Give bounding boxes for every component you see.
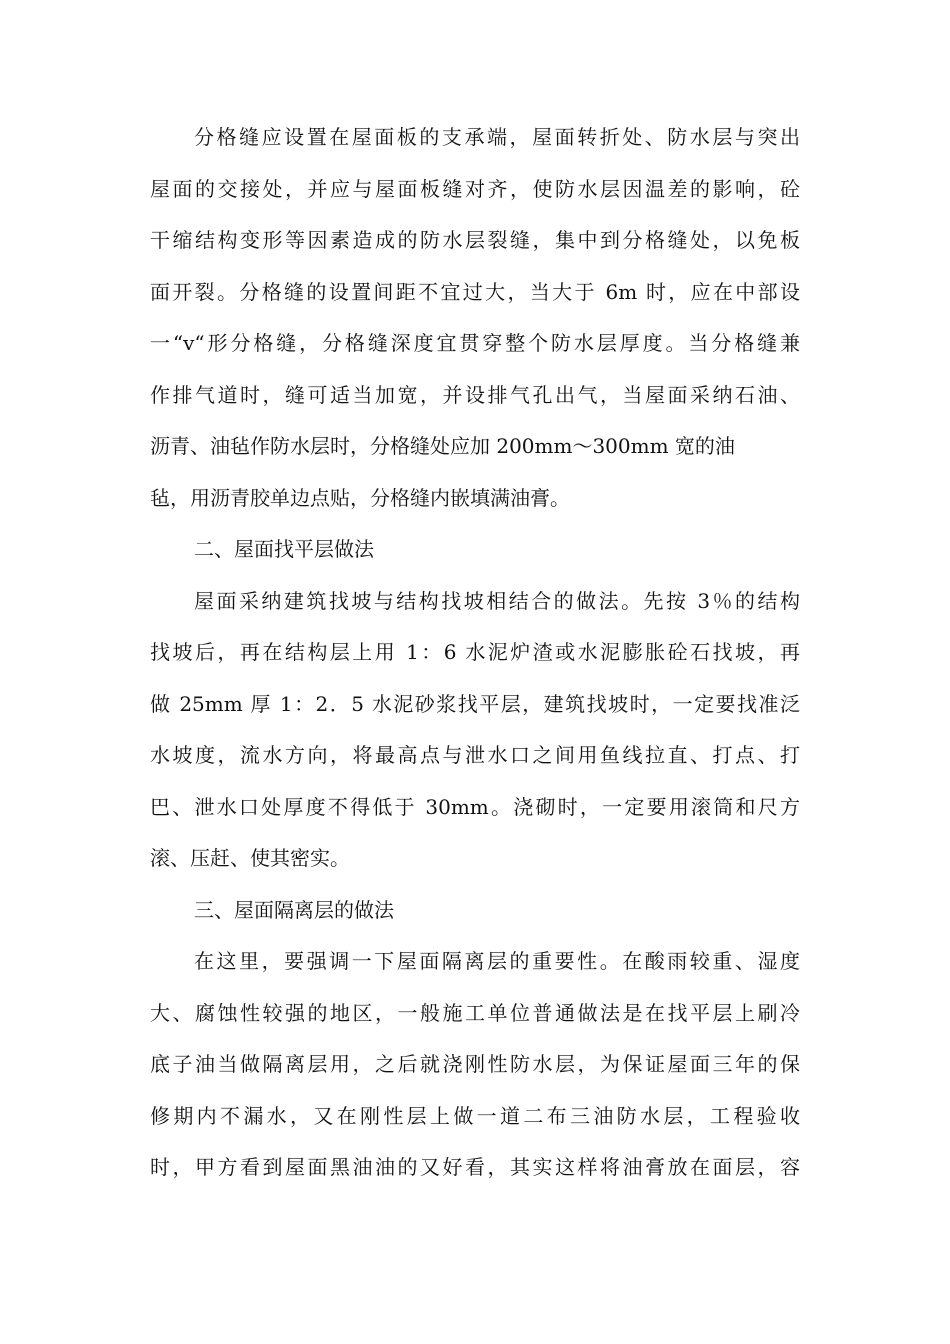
paragraph-line: 一“v“形分格缝，分格缝深度宜贯穿整个防水层厚度。当分格缝兼 (150, 331, 800, 355)
paragraph-line: 滚、压赶、使其密实。 (150, 846, 350, 870)
document-body (150, 112, 800, 1194)
paragraph-line: 干缩结构变形等因素造成的防水层裂缝，集中到分格缝处，以免板 (150, 228, 800, 252)
paragraph-line: 作排气道时，缝可适当加宽，并设排气孔出气，当屋面采纳石油、 (150, 382, 800, 407)
paragraph-line: 时，甲方看到屋面黑油油的又好看，其实这样将油膏放在面层，容 (150, 1155, 800, 1179)
paragraph-line: 底子油当做隔离层用，之后就浇刚性防水层，为保证屋面三年的保 (150, 1052, 800, 1076)
paragraph-line: 做 25mm 厚 1：2．5 水泥砂浆找平层，建筑找坡时，一定要找准泛 (150, 691, 800, 716)
paragraph-line: 沥青、油毡作防水层时，分格缝处应加 200mm～300mm 宽的油 (150, 434, 735, 458)
section-heading: 二、屋面找平层做法 (194, 537, 374, 561)
paragraph-line: 修期内不漏水，又在刚性层上做一道二布三油防水层，工程验收 (150, 1103, 800, 1128)
paragraph-line: 屋面的交接处，并应与屋面板缝对齐，使防水层因温差的影响，砼 (150, 176, 800, 201)
paragraph-line: 大、腐蚀性较强的地区，一般施工单位普通做法是在找平层上刷冷 (150, 1000, 800, 1025)
paragraph-line: 水坡度，流水方向，将最高点与泄水口之间用鱼线拉直、打点、打 (150, 743, 800, 767)
paragraph-line: 毡，用沥青胶单边点贴，分格缝内嵌填满油膏。 (150, 485, 570, 510)
section-heading: 三、屋面隔离层的做法 (194, 897, 394, 922)
paragraph-line: 在这里，要强调一下屋面隔离层的重要性。在酸雨较重、湿度 (194, 949, 800, 973)
paragraph-line: 面开裂。分格缝的设置间距不宜过大，当大于 6m 时，应在中部设 (150, 279, 800, 304)
paragraph-line: 屋面采纳建筑找坡与结构找坡相结合的做法。先按 3％的结构 (194, 588, 800, 613)
paragraph-line: 巴、泄水口处厚度不得低于 30mm。浇砌时，一定要用滚筒和尺方 (150, 794, 800, 819)
paragraph-line: 找坡后，再在结构层上用 1：6 水泥炉渣或水泥膨胀砼石找坡，再 (150, 640, 800, 664)
paragraph-line: 分格缝应设置在屋面板的支承端，屋面转折处、防水层与突出 (194, 125, 800, 149)
